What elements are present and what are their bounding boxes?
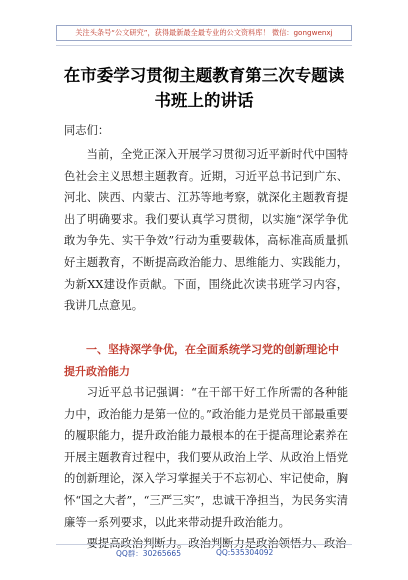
header-divider — [56, 45, 352, 46]
footer-qq-group: QQ群：30265665 — [116, 549, 181, 558]
footer-divider — [56, 544, 352, 545]
footer — [0, 546, 408, 560]
section-heading-1: 一、坚持深学争优，在全面系统学习党的创新理论中提升政治能力 — [64, 343, 339, 378]
paragraph-judgment: 要提高政治判断力。政治判断力是政治领悟力、政治 — [86, 537, 347, 550]
paragraph-political-ability: 习近平总书记强调：“在干部干好工作所需的各种能力中，政治能力是第一位的。”政治能力是党员干部最重要的履职能力，提升政治能力最根本的在于提高理论素养在开展主题教育过程中，我们要从政治上学、从政治上悟党的创新理论，深入学习掌握关于不忘初心、牢记使命，胸怀“国之大者”，“三严三实”，忠诚干净担当，为民务实清廉等一系列要求，以此来带动提升政治能力。 — [64, 386, 348, 529]
footer-qq: QQ:535304092 — [216, 548, 274, 557]
salutation: 同志们： — [64, 124, 110, 137]
document-title: 在市委学习贯彻主题教育第三次专题读书班上的讲话 — [63, 66, 345, 110]
paragraph-intro: 当前，全党正深入开展学习贯彻习近平新时代中国特色社会主义思想主题教育。近期，习近平总书记到广东、河北、陕西、内蒙古、江苏等地考察，就深化主题教育提出了明确要求。我们要认真学习贯彻，以实施“深学争优敢为争先、实干争效”行动为重要载体，高标准高质量抓好主题教育，不断提高政治能力、思维能力、实践能力，为新XX建设作贡献。下面，围绕此次读书班学习内容，我讲几点意见。 — [64, 148, 348, 313]
header-banner: 关注头条号“公文研究”，获得最新最全最专业的公文资料库！ 微信：gongwenxj — [56, 25, 352, 41]
